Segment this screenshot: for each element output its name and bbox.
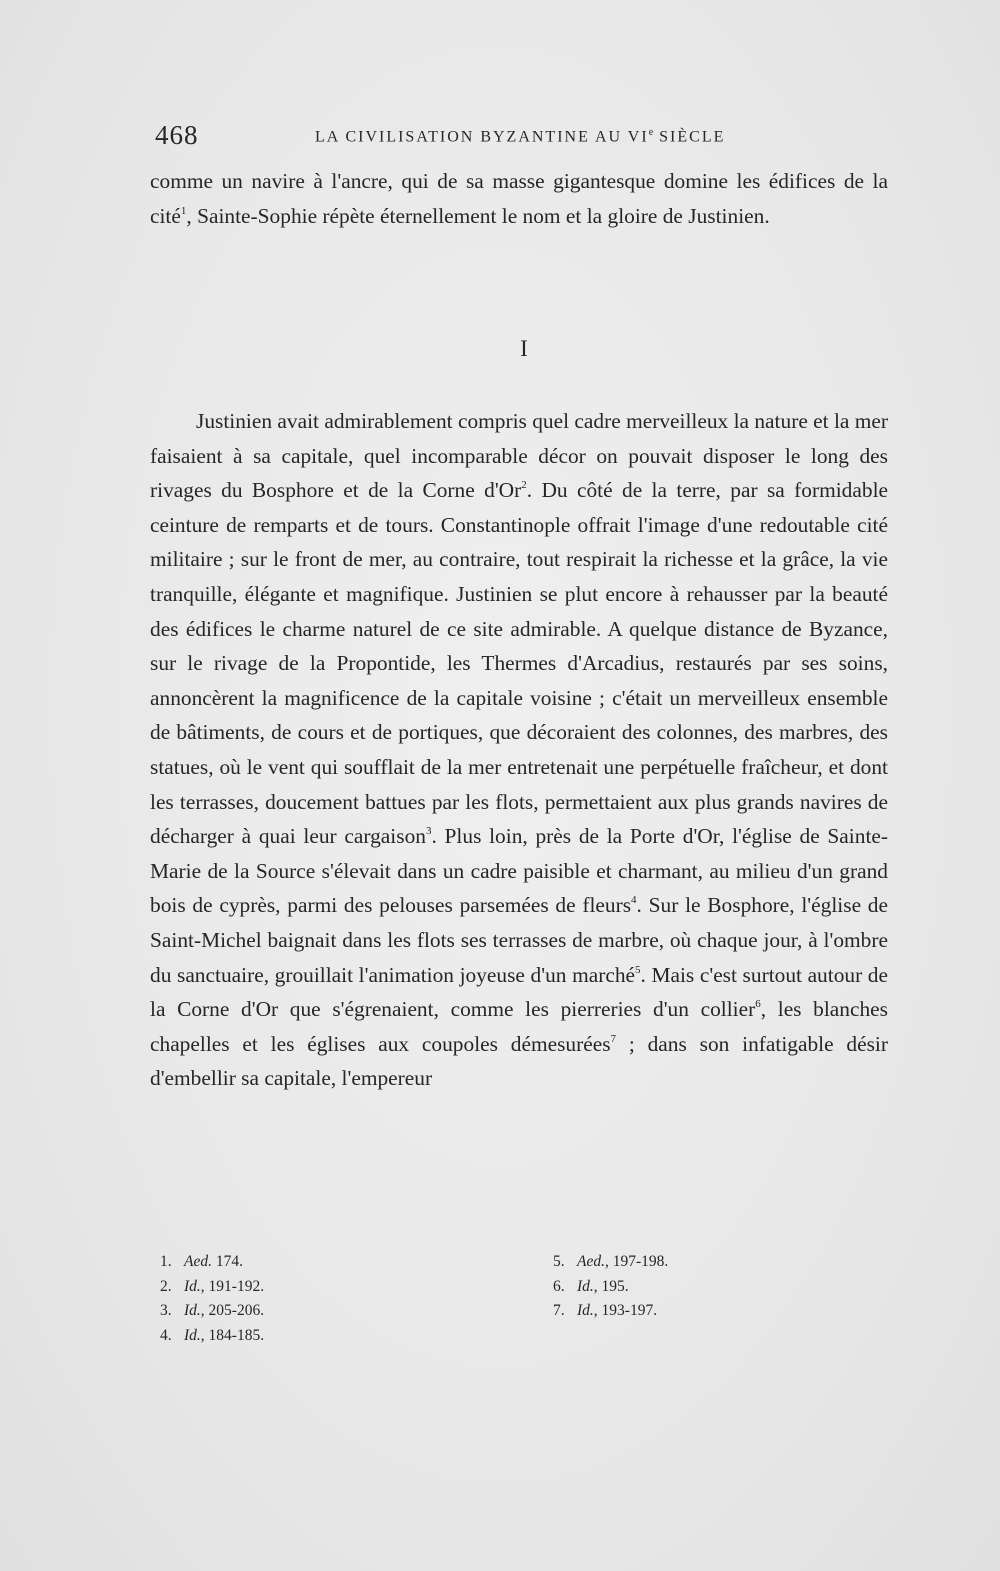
footnote-ref-5: 5 bbox=[635, 963, 641, 976]
footnote-reference: , 205-206. bbox=[200, 1302, 265, 1319]
footnote-abbreviation: Aed. bbox=[184, 1253, 212, 1270]
footnote-3 bbox=[160, 1299, 460, 1324]
footnote-abbreviation: Id. bbox=[184, 1326, 201, 1344]
running-title-end: SIÈCLE bbox=[653, 128, 726, 146]
opening-paragraph bbox=[150, 164, 888, 234]
footnote-reference: , 195. bbox=[593, 1277, 629, 1295]
footnote-ref-2: 2 bbox=[521, 479, 527, 492]
running-title bbox=[315, 127, 725, 146]
footnote-ref-4: 4 bbox=[631, 894, 637, 907]
footnotes-right-column bbox=[553, 1250, 853, 1324]
footnote-reference: , 191-192. bbox=[200, 1277, 265, 1295]
text-segment: . Sur le Bosphore, l'église de Saint-Michel baignait dans les flots ses terrasses de marbre, où chaque jour, à l'ombre du sanctuaire, grouillait l'animation joyeuse d'un marché bbox=[150, 893, 888, 987]
footnotes-left-column bbox=[160, 1250, 460, 1348]
footnote-5 bbox=[553, 1250, 853, 1275]
footnote-number: 2. bbox=[160, 1277, 172, 1295]
footnote-number: 5. bbox=[553, 1253, 565, 1270]
footnote-number: 4. bbox=[160, 1326, 172, 1344]
footnote-abbreviation: Id. bbox=[577, 1302, 594, 1319]
footnote-number: 6. bbox=[553, 1277, 565, 1295]
footnote-reference: , 193-197. bbox=[593, 1302, 658, 1319]
running-title-superscript: e bbox=[648, 127, 654, 138]
text-segment: Justinien avait admirablement compris quel cadre merveilleux la nature et la mer faisaient à sa capitale, quel incomparable décor on pouvait disposer le long des rivages du Bosphore et de la Corne d'Or bbox=[150, 409, 888, 503]
text-segment: comme un navire à l'ancre, qui de sa masse gigantesque domine les édifices de la cité bbox=[150, 169, 888, 228]
footnote-reference: 174. bbox=[211, 1253, 243, 1270]
footnote-1 bbox=[160, 1250, 460, 1275]
footnote-ref-3: 3 bbox=[425, 825, 432, 838]
text-segment: ; dans son infatigable désir d'embellir sa capitale, l'empereur bbox=[150, 1031, 888, 1091]
footnote-ref-1: 1 bbox=[180, 205, 187, 217]
running-title-main: LA CIVILISATION BYZANTINE AU VI bbox=[315, 128, 649, 146]
footnote-abbreviation: Id. bbox=[184, 1277, 201, 1295]
footnote-2 bbox=[160, 1275, 460, 1300]
footnote-reference: , 197-198. bbox=[604, 1253, 669, 1270]
page-number: 468 bbox=[155, 120, 199, 150]
footnote-ref-6: 6 bbox=[755, 998, 761, 1011]
text-segment: , les blanches chapelles et les églises aux coupoles démesurées bbox=[150, 997, 888, 1056]
text-segment: . Plus loin, près de la Porte d'Or, l'église de Sainte-Marie de la Source s'élevait dans un cadre paisible et charmant, au milieu d'un grand bois de cyprès, parmi des pelouses parsemées de fleurs bbox=[150, 824, 889, 918]
footnote-reference: , 184-185. bbox=[200, 1326, 265, 1344]
text-segment: . Mais c'est surtout autour de la Corne d'Or que s'égrenaient, comme les pierreries d'un collier bbox=[150, 962, 888, 1022]
footnote-abbreviation: Id. bbox=[577, 1277, 594, 1295]
footnote-number: 1. bbox=[160, 1253, 172, 1270]
body-paragraph bbox=[150, 404, 888, 1096]
text-segment: . Du côté de la terre, par sa formidable ceinture de remparts et de tours. Constantinople offrait l'image d'une redoutable cité militaire ; sur le front de mer, au contraire, tout respirait la richesse et la grâce, la vie tranquille, élégante et magnifique. Justinien se plut encore à rehausser par la beauté des édifices le charme naturel de ce site admirable. A quelque distance de Byzance, sur le rivage de la Propontide, les Thermes d'Arcadius, restaurés par ses soins, annoncèrent la magnificence de la capitale voisine ; c'était un merveilleux ensemble de bâtiments, de cours et de portiques, que décoraient des colonnes, des marbres, des statues, où le vent qui soufflait de la mer entretenait une perpétuelle fraîcheur, et dont les terrasses, doucement battues par les flots, permettaient aux plus grands navires de décharger à quai leur cargaison bbox=[150, 478, 889, 849]
running-head bbox=[155, 120, 895, 156]
footnote-4 bbox=[160, 1324, 460, 1349]
footnote-7 bbox=[553, 1299, 853, 1324]
footnote-ref-7: 7 bbox=[610, 1032, 617, 1045]
footnote-number: 3. bbox=[160, 1302, 172, 1319]
footnote-number: 7. bbox=[553, 1302, 565, 1319]
footnote-abbreviation: Aed. bbox=[577, 1253, 605, 1270]
footnote-6 bbox=[553, 1275, 853, 1300]
footnote-abbreviation: Id. bbox=[184, 1302, 201, 1319]
text-segment: , Sainte-Sophie répète éternellement le nom et la gloire de Justinien. bbox=[186, 204, 770, 228]
section-heading: I bbox=[520, 336, 528, 361]
